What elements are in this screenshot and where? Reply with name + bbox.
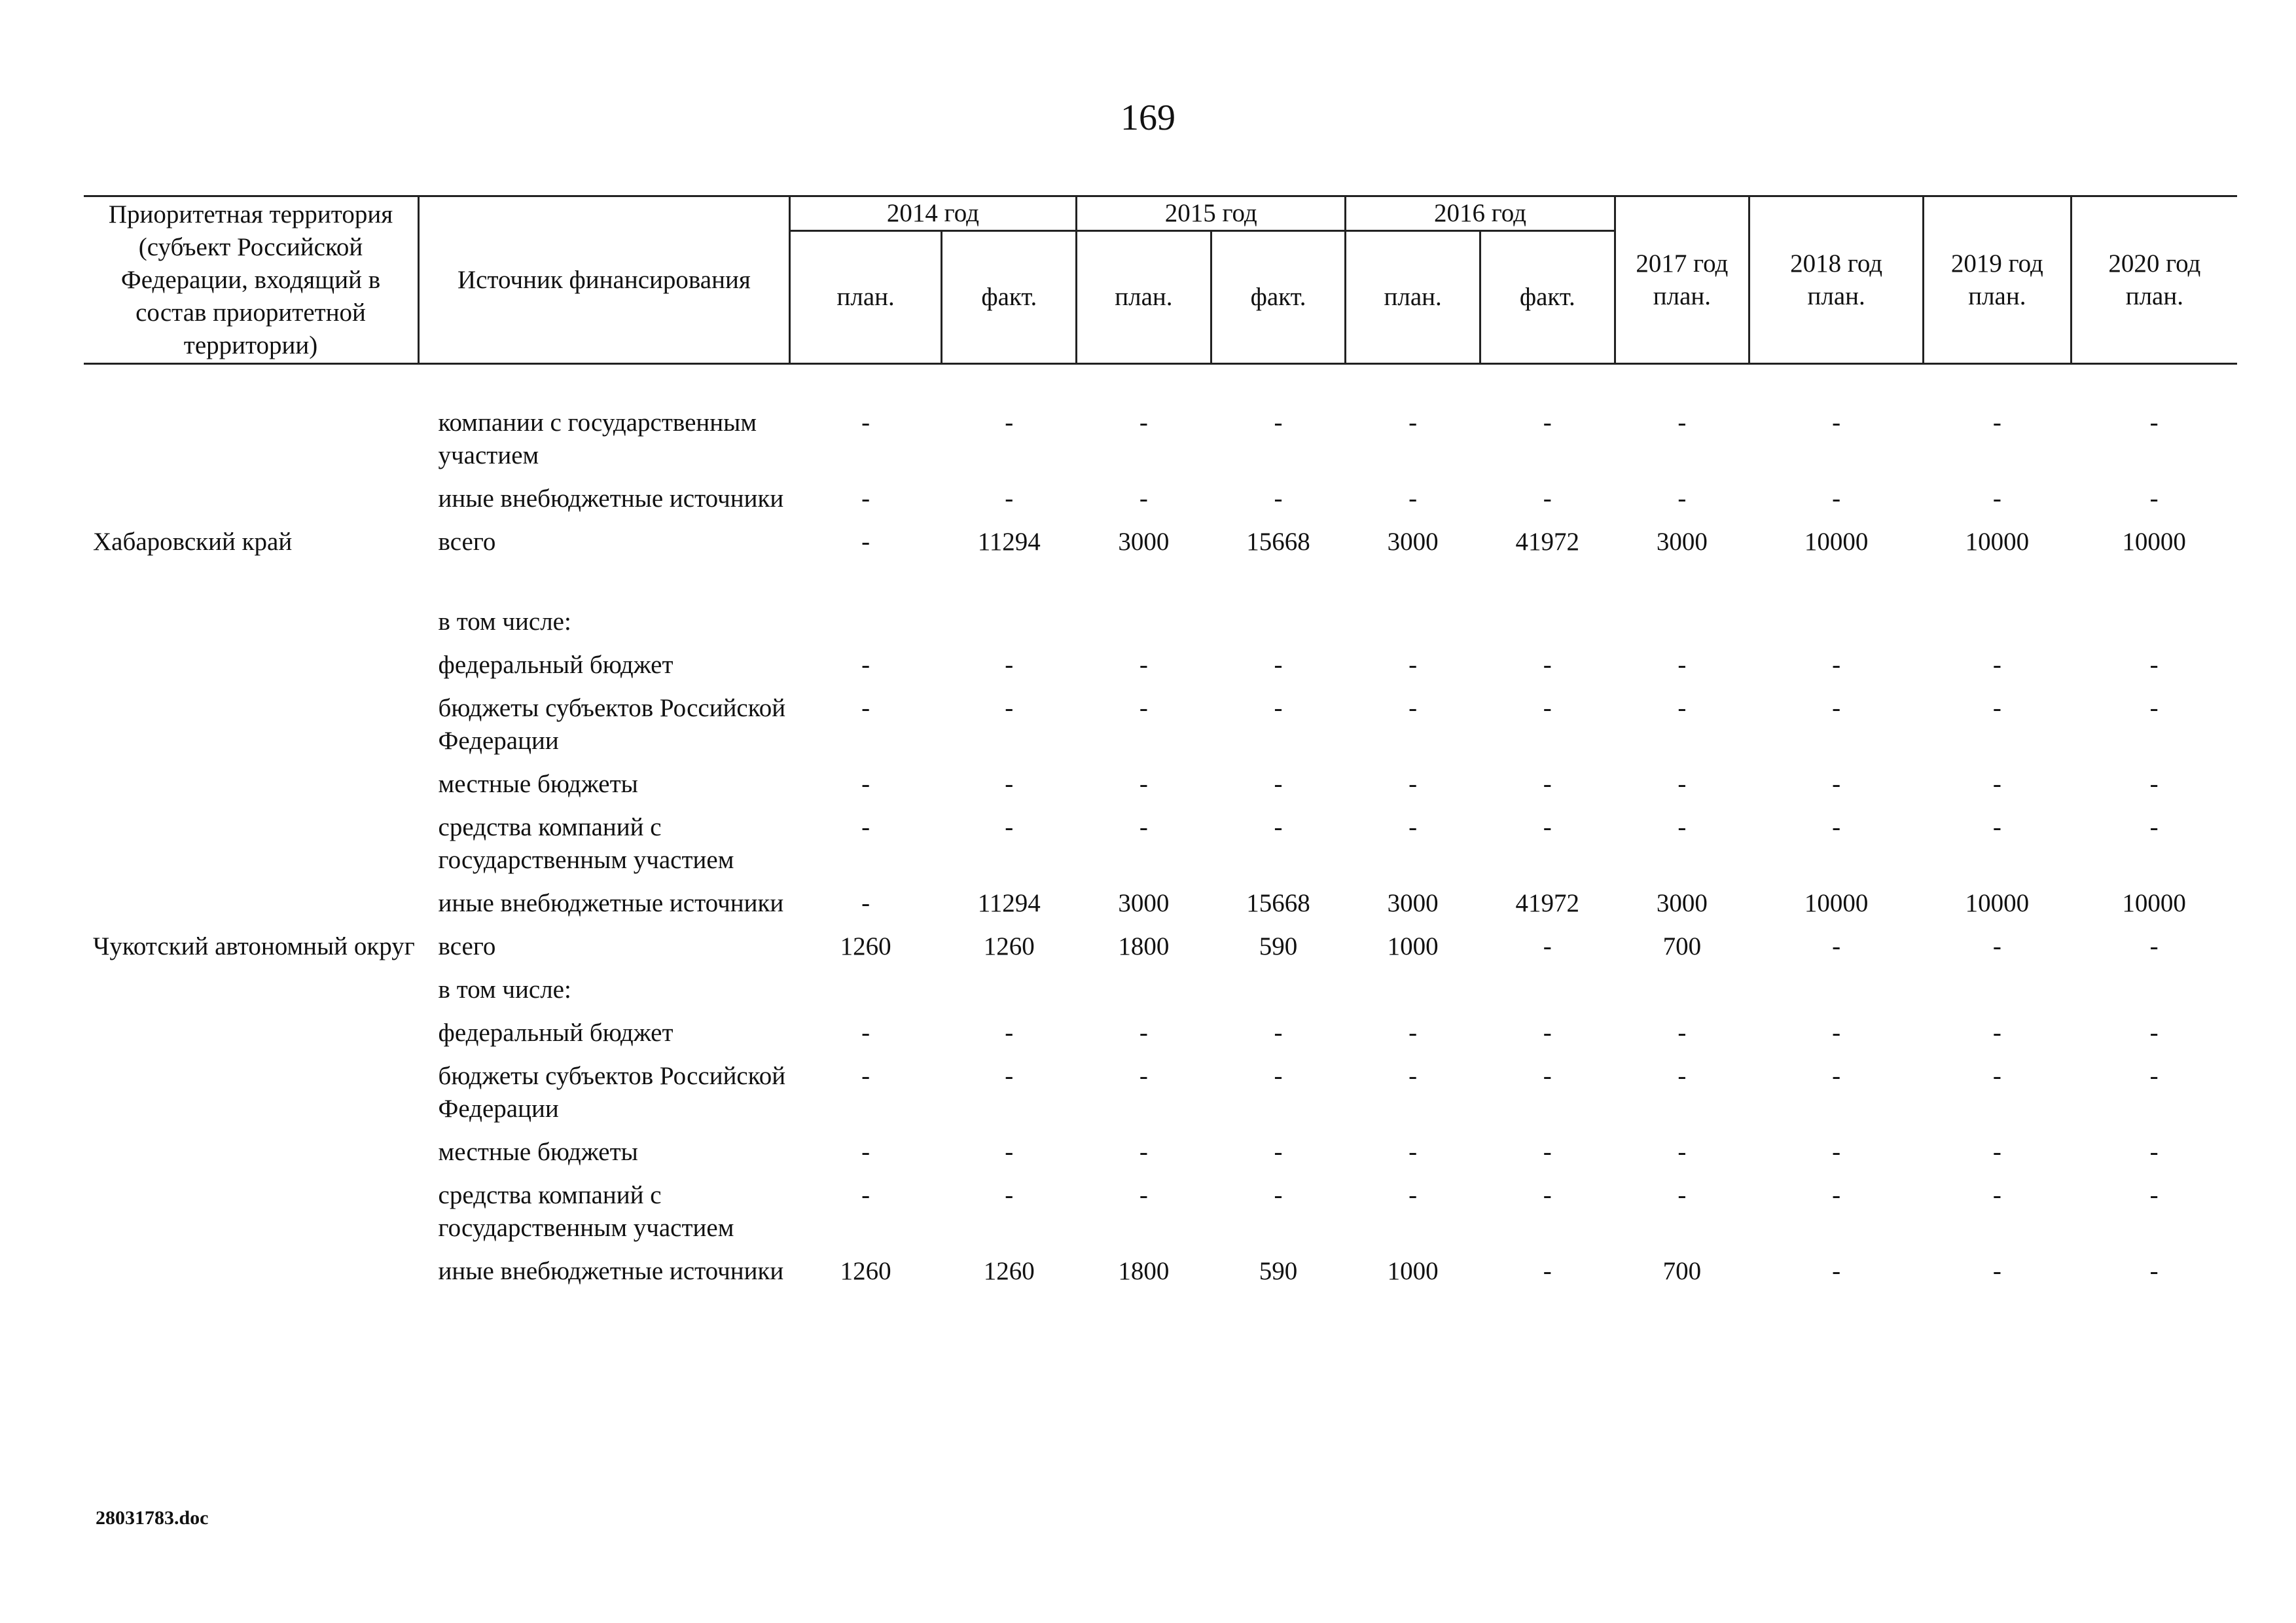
source-cell [419,564,790,600]
value-cell: - [2149,770,2159,798]
value-cell [1211,600,1346,644]
value-cell: - [1274,651,1283,679]
table-row [84,882,2237,925]
source-cell: местные бюджеты [438,770,638,798]
value-cell: - [1005,770,1014,798]
table-row [84,520,2237,564]
value-cell: - [1832,1181,1841,1209]
value-cell: 590 [1259,932,1298,960]
value-cell [942,968,1077,1012]
value-cell: 3000 [1656,889,1708,917]
header-2014-plan: план. [789,231,942,364]
table-row [84,687,2237,763]
value-cell: - [1992,1019,2001,1047]
value-cell: 1800 [1118,932,1170,960]
table-body [84,364,2237,1294]
value-cell: - [861,1138,870,1166]
territory-cell [84,968,419,1012]
territory-cell [84,882,419,925]
table-row [84,401,2237,477]
value-cell [789,600,942,644]
value-cell: - [1005,409,1014,437]
value-cell [1480,564,1615,600]
header-territory: Приоритетная территория (субъект Российской Федерации, входящий в состав приоритетной территории) [84,196,419,364]
value-cell [2071,600,2237,644]
value-cell: - [1832,770,1841,798]
source-cell: иные внебюджетные источники [438,889,784,917]
table-row [84,806,2237,882]
value-cell: - [1832,813,1841,841]
value-cell: - [1677,651,1687,679]
value-cell [1615,600,1749,644]
source-cell: всего [438,528,496,556]
value-cell: - [1677,1062,1687,1090]
table-row [84,925,2237,968]
value-cell: - [1992,484,2001,513]
value-cell: - [1139,1062,1148,1090]
value-cell [1346,968,1480,1012]
financing-table [84,195,2237,1293]
value-cell: - [1992,409,2001,437]
value-cell: - [1408,409,1418,437]
value-cell: - [1005,1019,1014,1047]
value-cell: - [1832,409,1841,437]
value-cell: - [2149,1257,2159,1285]
table-row [84,1131,2237,1174]
value-cell: - [861,528,870,556]
value-cell [942,564,1077,600]
value-cell: - [1274,770,1283,798]
value-cell: - [1139,409,1148,437]
value-cell: - [861,651,870,679]
value-cell: 1000 [1387,932,1439,960]
value-cell: - [1408,651,1418,679]
table-row [84,477,2237,520]
value-cell [1924,968,2072,1012]
value-cell [1749,564,1924,600]
value-cell: - [1832,932,1841,960]
value-cell: 10000 [1965,889,2030,917]
territory-cell [84,477,419,520]
value-cell: - [1992,932,2001,960]
value-cell: - [1274,484,1283,513]
value-cell: - [1992,813,2001,841]
header-2015-fact: факт. [1211,231,1346,364]
value-cell: - [1677,1181,1687,1209]
header-source: Источник финансирования [419,196,790,364]
value-cell: - [1139,1019,1148,1047]
table-row [84,1012,2237,1055]
value-cell: - [1677,813,1687,841]
value-cell: - [2149,694,2159,722]
value-cell [1480,600,1615,644]
value-cell: 1260 [983,932,1035,960]
value-cell: - [1408,484,1418,513]
value-cell [1924,600,2072,644]
value-cell: - [1992,770,2001,798]
source-cell: федеральный бюджет [438,651,673,679]
value-cell: - [1139,484,1148,513]
header-2014-fact: факт. [942,231,1077,364]
value-cell: - [1005,484,1014,513]
value-cell: 1800 [1118,1257,1170,1285]
value-cell: - [1005,1181,1014,1209]
value-cell: - [1543,484,1552,513]
value-cell [1924,564,2072,600]
value-cell: - [2149,484,2159,513]
value-cell: 10000 [2122,528,2186,556]
table-row [84,600,2237,644]
value-cell: - [1274,1138,1283,1166]
value-cell: - [1274,1062,1283,1090]
value-cell: - [1139,651,1148,679]
header-year-2017: 2017 год план. [1615,196,1749,364]
value-cell [789,968,942,1012]
value-cell [2071,968,2237,1012]
value-cell [1615,564,1749,600]
table-row [84,644,2237,687]
value-cell: - [1832,651,1841,679]
value-cell: - [861,409,870,437]
value-cell: - [1677,1019,1687,1047]
value-cell [1749,600,1924,644]
value-cell: - [1677,409,1687,437]
value-cell: - [1005,1062,1014,1090]
value-cell: - [1832,1138,1841,1166]
header-2015-plan: план. [1077,231,1211,364]
territory-cell [84,806,419,882]
value-cell: - [1005,694,1014,722]
territory-cell [84,1174,419,1250]
value-cell: - [1005,651,1014,679]
value-cell: - [1139,770,1148,798]
table-row [84,968,2237,1012]
source-cell: в том числе: [438,608,571,636]
source-cell: средства компаний с государственным участием [438,1181,734,1242]
source-cell: бюджеты субъектов Российской Федерации [438,694,786,755]
value-cell: - [1408,813,1418,841]
value-cell: - [1543,932,1552,960]
territory-cell [84,600,419,644]
value-cell: - [861,694,870,722]
table-row [84,1250,2237,1293]
value-cell: 3000 [1118,889,1170,917]
value-cell: - [2149,932,2159,960]
value-cell: 1260 [840,1257,891,1285]
value-cell: 1260 [983,1257,1035,1285]
header-year-2015: 2015 год [1077,196,1346,231]
value-cell [942,600,1077,644]
source-cell: местные бюджеты [438,1138,638,1166]
value-cell [1749,968,1924,1012]
value-cell: - [1408,770,1418,798]
table-row [84,763,2237,806]
value-cell [1077,968,1211,1012]
territory-cell [84,564,419,600]
value-cell: - [1677,1138,1687,1166]
value-cell: - [1274,409,1283,437]
value-cell: - [2149,1181,2159,1209]
table-row [84,1055,2237,1131]
value-cell: - [1992,651,2001,679]
value-cell: - [1408,1138,1418,1166]
header-year-2014: 2014 год [789,196,1076,231]
spacer-row [84,364,2237,402]
header-year-2020: 2020 год план. [2071,196,2237,364]
value-cell [1480,968,1615,1012]
source-cell: иные внебюджетные источники [438,1257,784,1285]
source-cell: всего [438,932,496,960]
value-cell: - [1543,651,1552,679]
territory-cell [84,401,419,477]
value-cell: 3000 [1656,528,1708,556]
territory-cell [84,1055,419,1131]
territory-cell [84,1250,419,1293]
value-cell: - [861,889,870,917]
value-cell: 3000 [1118,528,1170,556]
header-year-2019: 2019 год план. [1924,196,2072,364]
value-cell: - [2149,1138,2159,1166]
value-cell: - [1543,1019,1552,1047]
value-cell: - [2149,1062,2159,1090]
value-cell: 41972 [1515,889,1580,917]
value-cell [1077,564,1211,600]
value-cell: - [1677,770,1687,798]
table-row [84,564,2237,600]
value-cell: - [1139,694,1148,722]
value-cell: 3000 [1387,528,1439,556]
source-cell: иные внебюджетные источники [438,484,784,513]
value-cell: - [1408,1062,1418,1090]
document-filename: 28031783.doc [96,1507,209,1529]
territory-cell [84,687,419,763]
value-cell [1211,968,1346,1012]
value-cell: 11294 [977,528,1041,556]
header-2016-plan: план. [1346,231,1480,364]
value-cell: 700 [1662,932,1702,960]
value-cell: - [1005,813,1014,841]
header-2016-fact: факт. [1480,231,1615,364]
value-cell: - [1832,694,1841,722]
value-cell: - [2149,651,2159,679]
value-cell: 15668 [1246,528,1310,556]
value-cell: - [1677,694,1687,722]
value-cell: - [1832,1062,1841,1090]
value-cell: - [861,813,870,841]
value-cell: 700 [1662,1257,1702,1285]
value-cell [1211,564,1346,600]
value-cell: - [1543,1062,1552,1090]
territory-cell [84,644,419,687]
value-cell: - [1005,1138,1014,1166]
value-cell: - [1543,1138,1552,1166]
page-number: 169 [1121,98,1175,138]
value-cell: 41972 [1515,528,1580,556]
value-cell: - [1992,1062,2001,1090]
value-cell: - [861,484,870,513]
value-cell: - [1274,694,1283,722]
value-cell: - [1139,813,1148,841]
territory-cell: Чукотский автономный округ [93,932,415,960]
value-cell [2071,564,2237,600]
value-cell: - [1832,1257,1841,1285]
value-cell: - [1543,770,1552,798]
value-cell: - [1408,694,1418,722]
value-cell: - [1543,813,1552,841]
value-cell: - [1274,1181,1283,1209]
value-cell: - [2149,1019,2159,1047]
value-cell: - [2149,813,2159,841]
value-cell: - [1992,1181,2001,1209]
value-cell: - [1832,484,1841,513]
value-cell: - [1677,484,1687,513]
territory-cell [84,763,419,806]
value-cell: 10000 [1804,889,1869,917]
value-cell: - [1139,1181,1148,1209]
value-cell: - [1832,1019,1841,1047]
value-cell: 11294 [977,889,1041,917]
value-cell: - [1992,1257,2001,1285]
value-cell: - [1992,694,2001,722]
value-cell [1615,968,1749,1012]
value-cell: - [861,770,870,798]
territory-cell: Хабаровский край [93,528,293,556]
value-cell: - [1543,694,1552,722]
source-cell: компании с государственным участием [438,409,757,469]
value-cell [1346,564,1480,600]
value-cell: - [861,1062,870,1090]
value-cell: - [2149,409,2159,437]
value-cell: 1260 [840,932,891,960]
value-cell: 10000 [2122,889,2186,917]
value-cell: - [1274,813,1283,841]
value-cell: - [1992,1138,2001,1166]
header-year-2016: 2016 год [1346,196,1615,231]
value-cell: - [1274,1019,1283,1047]
source-cell: федеральный бюджет [438,1019,673,1047]
value-cell: 10000 [1965,528,2030,556]
source-cell: в том числе: [438,976,571,1004]
value-cell: 10000 [1804,528,1869,556]
source-cell: средства компаний с государственным участием [438,813,734,874]
value-cell: - [1139,1138,1148,1166]
table-row [84,1174,2237,1250]
value-cell [1077,600,1211,644]
value-cell: - [861,1181,870,1209]
value-cell [789,564,942,600]
value-cell: - [1543,409,1552,437]
value-cell: 3000 [1387,889,1439,917]
value-cell: - [1543,1257,1552,1285]
value-cell: - [861,1019,870,1047]
source-cell: бюджеты субъектов Российской Федерации [438,1062,786,1123]
value-cell: - [1408,1019,1418,1047]
value-cell: 15668 [1246,889,1310,917]
value-cell: - [1543,1181,1552,1209]
header-year-2018: 2018 год план. [1749,196,1924,364]
value-cell [1346,600,1480,644]
value-cell: - [1408,1181,1418,1209]
territory-cell [84,1012,419,1055]
value-cell: 590 [1259,1257,1298,1285]
territory-cell [84,1131,419,1174]
value-cell: 1000 [1387,1257,1439,1285]
